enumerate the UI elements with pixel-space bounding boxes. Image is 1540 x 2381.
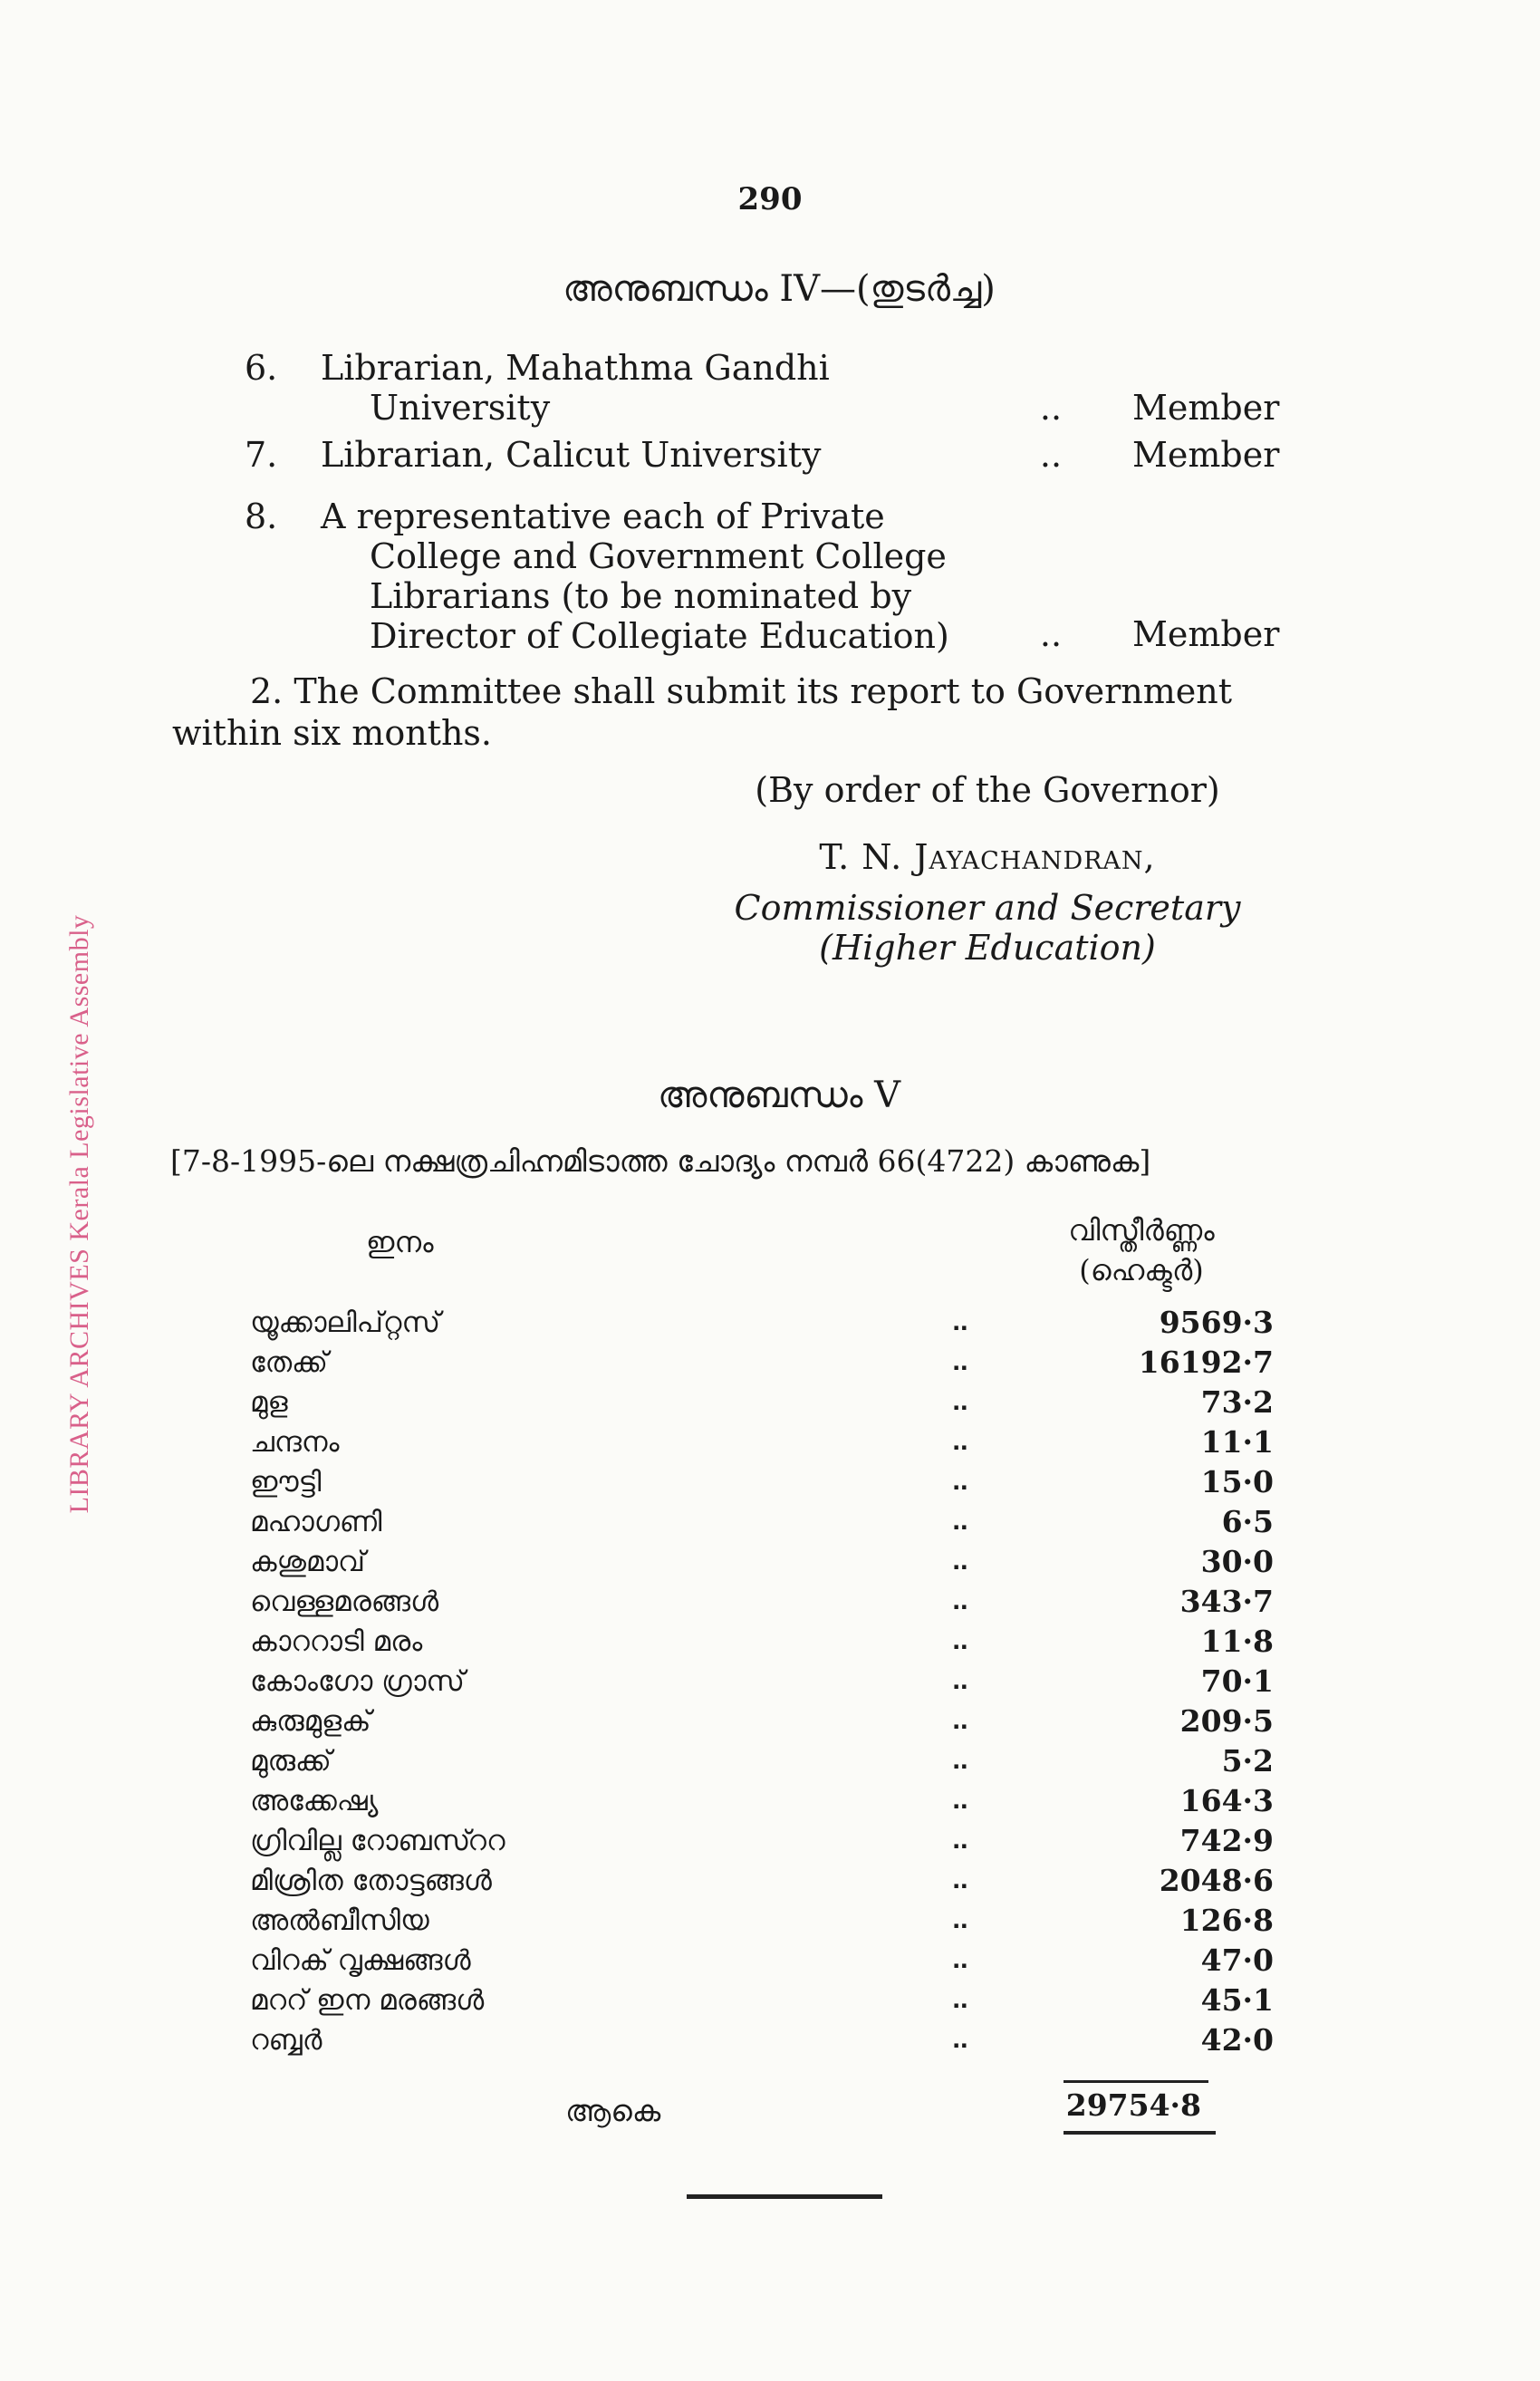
plantation-name: ചന്ദനം [250, 1426, 340, 1459]
member-description [321, 435, 1027, 475]
area-value: 45·1 [1200, 1982, 1274, 2018]
leader-dots: .. [952, 1703, 968, 1735]
table-row [250, 1982, 1274, 2022]
area-value: 15·0 [1200, 1464, 1274, 1499]
member-number: 7. [245, 435, 278, 475]
member-description [321, 496, 1027, 656]
member-number: 8. [245, 496, 278, 536]
leader-dots: .. [952, 1663, 968, 1695]
leader-dots: .. [952, 1584, 968, 1615]
table-row [250, 1863, 1274, 1903]
plantation-name: മഹാഗണി [250, 1506, 382, 1538]
area-value: 343·7 [1179, 1584, 1274, 1619]
leader-dots: .. [952, 1464, 968, 1496]
archive-watermark: LIBRARY ARCHIVES Kerala Legislative Assembly [64, 914, 94, 1514]
member-line: Librarian, Calicut University [321, 435, 822, 475]
plantation-name: വിറക് വൃക്ഷങ്ങൾ [250, 1944, 471, 1977]
leader-dots: .. [1039, 435, 1063, 475]
member-number: 6. [245, 348, 278, 388]
leader-dots: .. [952, 1823, 968, 1855]
member-role: Member [1132, 435, 1280, 475]
committee-member-list [245, 348, 1377, 656]
table-row [250, 1424, 1274, 1464]
leader-dots: .. [952, 1384, 968, 1416]
leader-dots: .. [952, 1544, 968, 1576]
area-value: 16192·7 [1138, 1345, 1274, 1380]
column-header-item: ഇനം [366, 1225, 434, 1259]
page-number: 290 [737, 181, 803, 217]
table-row [250, 1743, 1274, 1783]
table-row [250, 1903, 1274, 1942]
total-label: ആകെ [565, 2093, 661, 2128]
plantation-name: തേക്ക് [250, 1346, 328, 1379]
leader-dots: .. [952, 1345, 968, 1376]
area-value: 209·5 [1179, 1703, 1274, 1739]
leader-dots: .. [952, 1982, 968, 2014]
member-line: A representative each of Private [321, 496, 885, 536]
leader-dots: .. [952, 1743, 968, 1775]
table-row [250, 1624, 1274, 1663]
area-value: 742·9 [1179, 1823, 1274, 1858]
total-rule-bottom [1064, 2131, 1216, 2135]
question-reference: [7-8-1995-ലെ നക്ഷത്രചിഹ്നമിടാത്ത ചോദ്യം നമ്പർ 66(4722) കാണുക] [170, 1143, 1151, 1179]
plantation-name: വെള്ളമരങ്ങൾ [250, 1586, 439, 1618]
signatory-name: T. N. Jayachandran, [819, 837, 1156, 877]
table-row [250, 1823, 1274, 1863]
member-item [245, 496, 1377, 656]
plantation-name: യൂക്കാലിപ്റ്റസ് [250, 1306, 441, 1339]
leader-dots: .. [952, 1783, 968, 1815]
table-row [250, 1464, 1274, 1504]
leader-dots: .. [952, 1942, 968, 1974]
leader-dots: .. [952, 1504, 968, 1536]
plantation-name: കുരുമുളക് [250, 1705, 371, 1738]
table-row [250, 1384, 1274, 1424]
area-value: 9569·3 [1159, 1305, 1274, 1340]
annexure-5-heading: അനുബന്ധം V [657, 1075, 901, 1116]
plantation-name: മുരുക്ക് [250, 1745, 332, 1778]
table-row [250, 1783, 1274, 1823]
plantation-name: കോംഗോ ഗ്രാസ് [250, 1665, 465, 1698]
plantation-name: ഗ്രിവില്ല റോബസ്ററ [250, 1825, 505, 1857]
plantation-name: അൽബീസിയ [250, 1904, 429, 1937]
member-role: Member [1132, 614, 1280, 654]
table-row [250, 1663, 1274, 1703]
member-line: Librarian, Mahathma Gandhi [321, 348, 830, 388]
leader-dots: .. [1039, 388, 1063, 428]
signatory-department: (Higher Education) [819, 928, 1156, 968]
leader-dots: .. [952, 1305, 968, 1336]
member-item [245, 435, 1377, 486]
area-value: 5·2 [1221, 1743, 1274, 1779]
member-line: College and Government College [370, 536, 947, 576]
leader-dots: .. [952, 2022, 968, 2054]
plantation-name: കാററാടി മരം [250, 1625, 423, 1658]
area-value: 73·2 [1200, 1384, 1274, 1420]
area-value: 164·3 [1179, 1783, 1274, 1818]
table-row [250, 1703, 1274, 1743]
plantation-name: അക്കേഷ്യ [250, 1785, 379, 1817]
table-row [250, 2022, 1274, 2062]
member-role: Member [1132, 388, 1280, 428]
area-value: 6·5 [1221, 1504, 1274, 1539]
plantation-name: ഈട്ടി [250, 1466, 322, 1499]
table-row [250, 1942, 1274, 1982]
table-row [250, 1504, 1274, 1544]
leader-dots: .. [952, 1863, 968, 1894]
signature-order: (By order of the Governor) [755, 770, 1220, 810]
leader-dots: .. [1039, 614, 1063, 654]
column-header-area-unit: (ഹെക്ടർ) [1079, 1253, 1204, 1287]
member-item [245, 348, 1377, 428]
plantation-name: മററ് ഇന മരങ്ങൾ [250, 1984, 485, 2017]
total-rule-top [1064, 2080, 1208, 2083]
end-rule [687, 2194, 882, 2199]
plantation-area-table [250, 1305, 1274, 2062]
signatory-title: Commissioner and Secretary [734, 888, 1241, 928]
table-row [250, 1584, 1274, 1624]
column-header-area [1006, 1210, 1277, 1290]
member-line: University [370, 388, 551, 428]
plantation-name: മിശ്രിത തോട്ടങ്ങൾ [250, 1865, 492, 1897]
area-value: 11·8 [1200, 1624, 1274, 1659]
total-value: 29754·8 [1065, 2087, 1201, 2123]
area-value: 126·8 [1179, 1903, 1274, 1938]
area-value: 30·0 [1200, 1544, 1274, 1579]
area-value: 70·1 [1200, 1663, 1274, 1699]
annexure-4-heading: അനുബന്ധം IV—(തുടർച്ച) [563, 268, 996, 310]
area-value: 11·1 [1200, 1424, 1274, 1460]
area-value: 2048·6 [1159, 1863, 1274, 1898]
member-line: Librarians (to be nominated by [370, 576, 912, 616]
plantation-name: കശുമാവ് [250, 1546, 366, 1578]
plantation-name: റബ്ബർ [250, 2024, 322, 2057]
member-description [321, 348, 1027, 428]
table-row [250, 1544, 1274, 1584]
leader-dots: .. [952, 1624, 968, 1655]
member-line: Director of Collegiate Education) [370, 616, 949, 656]
area-value: 47·0 [1200, 1942, 1274, 1978]
table-row [250, 1305, 1274, 1345]
leader-dots: .. [952, 1424, 968, 1456]
table-row [250, 1345, 1274, 1384]
paragraph-line: within six months. [172, 713, 493, 753]
plantation-name: മുള [250, 1386, 288, 1419]
paragraph-line: 2. The Committee shall submit its report to Government [250, 671, 1233, 711]
leader-dots: .. [952, 1903, 968, 1934]
column-header-area-label: വിസ്തീർണ്ണം [1068, 1213, 1215, 1248]
committee-report-paragraph [172, 670, 1377, 754]
area-value: 42·0 [1200, 2022, 1274, 2058]
